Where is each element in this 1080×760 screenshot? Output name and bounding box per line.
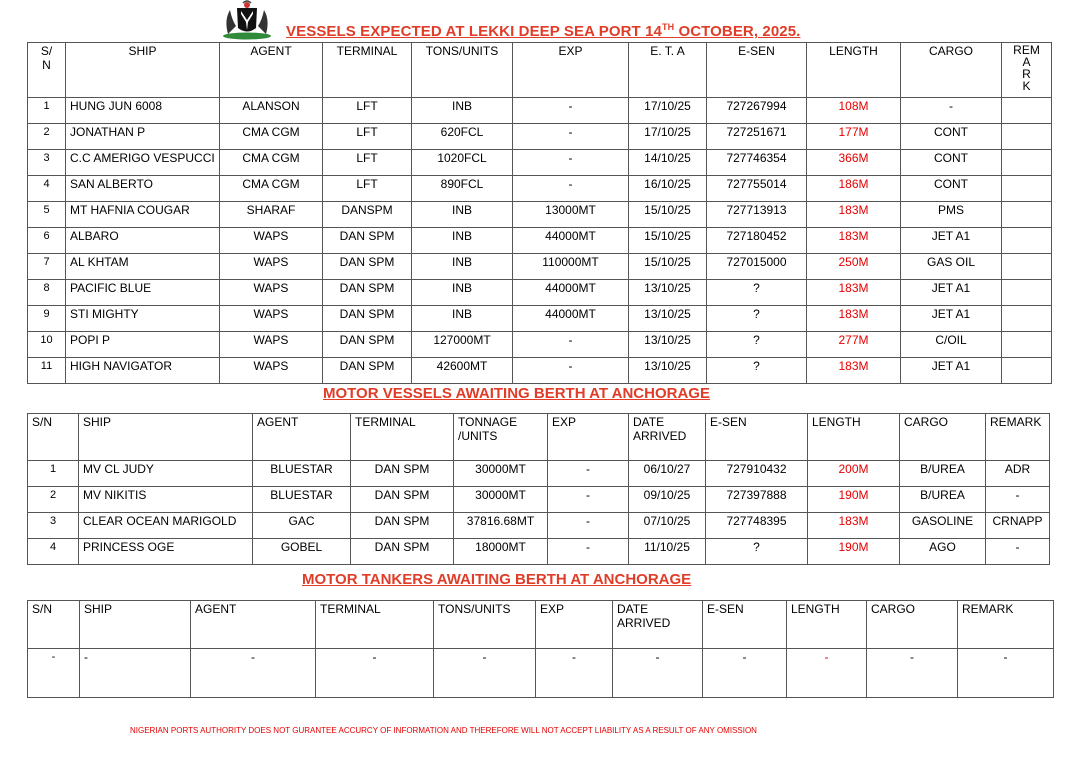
cell-terminal: DAN SPM <box>323 332 412 358</box>
cell-sn: 5 <box>28 202 66 228</box>
cell-remark <box>1002 98 1052 124</box>
cell-eta: 15/10/25 <box>629 202 707 228</box>
expected-vessels-table <box>27 42 1052 384</box>
col-length: LENGTH <box>787 601 867 649</box>
coat-of-arms-logo <box>220 0 274 40</box>
table-row <box>28 649 1054 698</box>
cell-terminal: DAN SPM <box>323 306 412 332</box>
col-exp: EXP <box>513 43 629 98</box>
cell-esen: ? <box>707 306 807 332</box>
col-agent: AGENT <box>220 43 323 98</box>
table-row <box>28 124 1052 150</box>
cell-length: 183M <box>807 228 901 254</box>
cell-eta: 17/10/25 <box>629 98 707 124</box>
cell-sn: 2 <box>28 124 66 150</box>
cell-esen: ? <box>706 539 808 565</box>
cell-agent: GOBEL <box>253 539 351 565</box>
cell-ship: HUNG JUN 6008 <box>66 98 220 124</box>
cell-esen: 727015000 <box>707 254 807 280</box>
cell-esen: - <box>703 649 787 698</box>
cell-exp: 44000MT <box>513 306 629 332</box>
col-sn-l1: S/ <box>40 44 53 58</box>
col-date-l1: DATE <box>617 602 649 616</box>
cell-date: 09/10/25 <box>629 487 706 513</box>
cell-sn: 6 <box>28 228 66 254</box>
table-row <box>28 202 1052 228</box>
cell-agent: BLUESTAR <box>253 487 351 513</box>
col-remark: REMARK <box>986 414 1050 461</box>
cell-length: 190M <box>808 539 900 565</box>
cell-eta: 13/10/25 <box>629 306 707 332</box>
main-title-text: VESSELS EXPECTED AT LEKKI DEEP SEA PORT 14 <box>286 23 662 40</box>
cell-length: - <box>787 649 867 698</box>
cell-remark <box>1002 228 1052 254</box>
cell-agent: GAC <box>253 513 351 539</box>
table-row <box>28 539 1050 565</box>
cell-ship: AL KHTAM <box>66 254 220 280</box>
cell-agent: CMA CGM <box>220 150 323 176</box>
cell-length: 366M <box>807 150 901 176</box>
cell-esen: 727251671 <box>707 124 807 150</box>
cell-exp: - <box>513 124 629 150</box>
cell-ship: JONATHAN P <box>66 124 220 150</box>
cell-ship: HIGH NAVIGATOR <box>66 358 220 384</box>
col-ship: SHIP <box>79 414 253 461</box>
cell-sn: 1 <box>28 461 79 487</box>
cell-terminal: DAN SPM <box>351 487 454 513</box>
table-header-row <box>28 43 1052 98</box>
col-sn: S/N <box>28 601 80 649</box>
cell-cargo: B/UREA <box>900 461 986 487</box>
col-date-arrived <box>629 414 706 461</box>
col-eta: E. T. A <box>629 43 707 98</box>
cell-date: 07/10/25 <box>629 513 706 539</box>
cell-terminal: DAN SPM <box>351 513 454 539</box>
cell-eta: 13/10/25 <box>629 358 707 384</box>
col-length: LENGTH <box>807 43 901 98</box>
cell-tons: 620FCL <box>412 124 513 150</box>
cell-cargo: - <box>901 98 1002 124</box>
cell-sn: 8 <box>28 280 66 306</box>
cell-tons: 1020FCL <box>412 150 513 176</box>
table-header-row <box>28 414 1050 461</box>
cell-terminal: LFT <box>323 150 412 176</box>
cell-remark: - <box>986 487 1050 513</box>
table-row <box>28 461 1050 487</box>
col-tonnage-l2: /UNITS <box>458 429 498 443</box>
cell-length: 183M <box>807 280 901 306</box>
table-row <box>28 98 1052 124</box>
table-row <box>28 513 1050 539</box>
cell-ship: POPI P <box>66 332 220 358</box>
cell-remark <box>1002 150 1052 176</box>
cell-agent: WAPS <box>220 332 323 358</box>
col-tons: TONS/UNITS <box>434 601 536 649</box>
cell-sn: 1 <box>28 98 66 124</box>
section-title-motor-vessels: MOTOR VESSELS AWAITING BERTH AT ANCHORAGE <box>323 385 710 402</box>
col-remark-l2: A <box>1022 55 1031 69</box>
cell-sn: 4 <box>28 176 66 202</box>
cell-ship: MV NIKITIS <box>79 487 253 513</box>
cell-tons: 890FCL <box>412 176 513 202</box>
cell-agent: WAPS <box>220 280 323 306</box>
cell-remark <box>1002 306 1052 332</box>
cell-esen: ? <box>707 332 807 358</box>
cell-tons: INB <box>412 228 513 254</box>
cell-cargo: JET A1 <box>901 306 1002 332</box>
cell-exp: - <box>513 98 629 124</box>
cell-tons: 30000MT <box>454 487 548 513</box>
cell-cargo: B/UREA <box>900 487 986 513</box>
col-agent: AGENT <box>253 414 351 461</box>
col-remark <box>1002 43 1052 98</box>
cell-sn: - <box>28 649 80 698</box>
cell-terminal: DAN SPM <box>323 228 412 254</box>
table-row <box>28 150 1052 176</box>
cell-terminal: - <box>316 649 434 698</box>
cell-remark <box>1002 202 1052 228</box>
cell-ship: MT HAFNIA COUGAR <box>66 202 220 228</box>
cell-eta: 14/10/25 <box>629 150 707 176</box>
motor-tankers-table <box>27 600 1054 698</box>
cell-sn: 4 <box>28 539 79 565</box>
col-exp: EXP <box>536 601 613 649</box>
cell-date: - <box>613 649 703 698</box>
col-cargo: CARGO <box>900 414 986 461</box>
col-remark: REMARK <box>958 601 1054 649</box>
cell-ship: STI MIGHTY <box>66 306 220 332</box>
cell-agent: BLUESTAR <box>253 461 351 487</box>
col-date-l2: ARRIVED <box>633 429 687 443</box>
col-sn: S/N <box>28 414 79 461</box>
cell-tons: INB <box>412 98 513 124</box>
cell-sn: 3 <box>28 150 66 176</box>
cell-esen: 727267994 <box>707 98 807 124</box>
cell-exp: - <box>536 649 613 698</box>
cell-agent: CMA CGM <box>220 124 323 150</box>
cell-tons: INB <box>412 254 513 280</box>
cell-exp: - <box>548 513 629 539</box>
cell-ship: MV CL JUDY <box>79 461 253 487</box>
cell-sn: 11 <box>28 358 66 384</box>
cell-terminal: DAN SPM <box>323 358 412 384</box>
table-row <box>28 306 1052 332</box>
cell-ship: ALBARO <box>66 228 220 254</box>
cell-ship: - <box>80 649 191 698</box>
cell-exp: - <box>513 176 629 202</box>
main-title-date: OCTOBER, 2025. <box>674 23 801 40</box>
cell-ship: SAN ALBERTO <box>66 176 220 202</box>
disclaimer-footer: NIGERIAN PORTS AUTHORITY DOES NOT GURANTEE ACCURCY OF INFORMATION AND THEREFORE WILL NOT ACCEPT LIABILITY AS A RESULT OF ANY OMISSION <box>130 726 757 735</box>
cell-terminal: LFT <box>323 176 412 202</box>
cell-length: 183M <box>807 202 901 228</box>
cell-exp: 110000MT <box>513 254 629 280</box>
section-title-motor-tankers: MOTOR TANKERS AWAITING BERTH AT ANCHORAGE <box>302 571 692 588</box>
cell-agent: WAPS <box>220 306 323 332</box>
cell-cargo: GAS OIL <box>901 254 1002 280</box>
cell-exp: 44000MT <box>513 228 629 254</box>
cell-length: 186M <box>807 176 901 202</box>
col-date-arrived <box>613 601 703 649</box>
cell-exp: 13000MT <box>513 202 629 228</box>
col-exp: EXP <box>548 414 629 461</box>
cell-agent: WAPS <box>220 228 323 254</box>
cell-agent: SHARAF <box>220 202 323 228</box>
cell-agent: WAPS <box>220 358 323 384</box>
cell-agent: CMA CGM <box>220 176 323 202</box>
cell-sn: 9 <box>28 306 66 332</box>
cell-remark <box>1002 254 1052 280</box>
cell-tons: INB <box>412 202 513 228</box>
cell-remark: CRNAPP <box>986 513 1050 539</box>
cell-esen: 727910432 <box>706 461 808 487</box>
table-row <box>28 254 1052 280</box>
cell-cargo: JET A1 <box>901 280 1002 306</box>
cell-tons: 42600MT <box>412 358 513 384</box>
col-tonnage-l1: TONNAGE <box>458 415 518 429</box>
col-esen: E-SEN <box>703 601 787 649</box>
cell-esen: 727748395 <box>706 513 808 539</box>
cell-cargo: JET A1 <box>901 228 1002 254</box>
table-row <box>28 487 1050 513</box>
cell-agent: - <box>191 649 316 698</box>
cell-esen: 727755014 <box>707 176 807 202</box>
cell-eta: 15/10/25 <box>629 254 707 280</box>
table-row <box>28 332 1052 358</box>
cell-length: 183M <box>807 306 901 332</box>
cell-tons: INB <box>412 306 513 332</box>
cell-remark: - <box>958 649 1054 698</box>
main-title-suffix: TH <box>661 22 675 32</box>
col-ship: SHIP <box>80 601 191 649</box>
cell-length: 177M <box>807 124 901 150</box>
cell-terminal: DANSPM <box>323 202 412 228</box>
cell-sn: 3 <box>28 513 79 539</box>
cell-terminal: DAN SPM <box>351 539 454 565</box>
cell-cargo: CONT <box>901 150 1002 176</box>
cell-esen: 727746354 <box>707 150 807 176</box>
cell-sn: 10 <box>28 332 66 358</box>
cell-length: 277M <box>807 332 901 358</box>
col-length: LENGTH <box>808 414 900 461</box>
cell-cargo: JET A1 <box>901 358 1002 384</box>
col-remark-l3: R <box>1022 67 1031 81</box>
table-row <box>28 280 1052 306</box>
col-terminal: TERMINAL <box>323 43 412 98</box>
table-header-row <box>28 601 1054 649</box>
cell-eta: 17/10/25 <box>629 124 707 150</box>
cell-sn: 7 <box>28 254 66 280</box>
cell-eta: 15/10/25 <box>629 228 707 254</box>
col-sn-l2: N <box>42 58 51 72</box>
cell-cargo: CONT <box>901 124 1002 150</box>
cell-esen: 727713913 <box>707 202 807 228</box>
cell-tons: 127000MT <box>412 332 513 358</box>
cell-remark: - <box>986 539 1050 565</box>
cell-cargo: C/OIL <box>901 332 1002 358</box>
cell-terminal: LFT <box>323 98 412 124</box>
cell-date: 06/10/27 <box>629 461 706 487</box>
col-cargo: CARGO <box>901 43 1002 98</box>
cell-sn: 2 <box>28 487 79 513</box>
cell-ship: CLEAR OCEAN MARIGOLD <box>79 513 253 539</box>
cell-remark <box>1002 332 1052 358</box>
cell-ship: PACIFIC BLUE <box>66 280 220 306</box>
cell-exp: 44000MT <box>513 280 629 306</box>
cell-tons: 18000MT <box>454 539 548 565</box>
col-remark-l1: REM <box>1013 43 1040 57</box>
col-tonnage <box>454 414 548 461</box>
cell-ship: PRINCESS OGE <box>79 539 253 565</box>
cell-cargo: AGO <box>900 539 986 565</box>
cell-agent: ALANSON <box>220 98 323 124</box>
cell-remark <box>1002 124 1052 150</box>
cell-tons: - <box>434 649 536 698</box>
cell-eta: 16/10/25 <box>629 176 707 202</box>
cell-length: 108M <box>807 98 901 124</box>
cell-eta: 13/10/25 <box>629 332 707 358</box>
cell-exp: - <box>513 358 629 384</box>
col-tons: TONS/UNITS <box>412 43 513 98</box>
cell-remark <box>1002 358 1052 384</box>
cell-terminal: DAN SPM <box>323 254 412 280</box>
cell-length: 190M <box>808 487 900 513</box>
cell-remark: ADR <box>986 461 1050 487</box>
cell-esen: ? <box>707 358 807 384</box>
cell-agent: WAPS <box>220 254 323 280</box>
cell-cargo: PMS <box>901 202 1002 228</box>
cell-tons: 37816.68MT <box>454 513 548 539</box>
cell-tons: 30000MT <box>454 461 548 487</box>
cell-date: 11/10/25 <box>629 539 706 565</box>
cell-length: 200M <box>808 461 900 487</box>
cell-exp: - <box>513 332 629 358</box>
cell-esen: 727180452 <box>707 228 807 254</box>
cell-terminal: DAN SPM <box>351 461 454 487</box>
cell-esen: ? <box>707 280 807 306</box>
cell-cargo: GASOLINE <box>900 513 986 539</box>
col-remark-l4: K <box>1022 79 1031 93</box>
cell-length: 250M <box>807 254 901 280</box>
main-title <box>286 22 800 40</box>
col-cargo: CARGO <box>867 601 958 649</box>
cell-esen: 727397888 <box>706 487 808 513</box>
motor-vessels-table <box>27 413 1050 565</box>
col-terminal: TERMINAL <box>316 601 434 649</box>
col-agent: AGENT <box>191 601 316 649</box>
table-row <box>28 228 1052 254</box>
col-sn <box>28 43 66 98</box>
cell-exp: - <box>548 461 629 487</box>
col-date-l1: DATE <box>633 415 665 429</box>
col-ship: SHIP <box>66 43 220 98</box>
table-row <box>28 176 1052 202</box>
cell-remark <box>1002 280 1052 306</box>
cell-exp: - <box>548 487 629 513</box>
col-esen: E-SEN <box>707 43 807 98</box>
cell-length: 183M <box>807 358 901 384</box>
col-terminal: TERMINAL <box>351 414 454 461</box>
cell-cargo: - <box>867 649 958 698</box>
cell-tons: INB <box>412 280 513 306</box>
table-row <box>28 358 1052 384</box>
cell-terminal: DAN SPM <box>323 280 412 306</box>
cell-terminal: LFT <box>323 124 412 150</box>
cell-length: 183M <box>808 513 900 539</box>
cell-exp: - <box>548 539 629 565</box>
cell-remark <box>1002 176 1052 202</box>
cell-ship: C.C AMERIGO VESPUCCI <box>66 150 220 176</box>
cell-cargo: CONT <box>901 176 1002 202</box>
cell-exp: - <box>513 150 629 176</box>
cell-eta: 13/10/25 <box>629 280 707 306</box>
col-date-l2: ARRIVED <box>617 616 671 630</box>
col-esen: E-SEN <box>706 414 808 461</box>
